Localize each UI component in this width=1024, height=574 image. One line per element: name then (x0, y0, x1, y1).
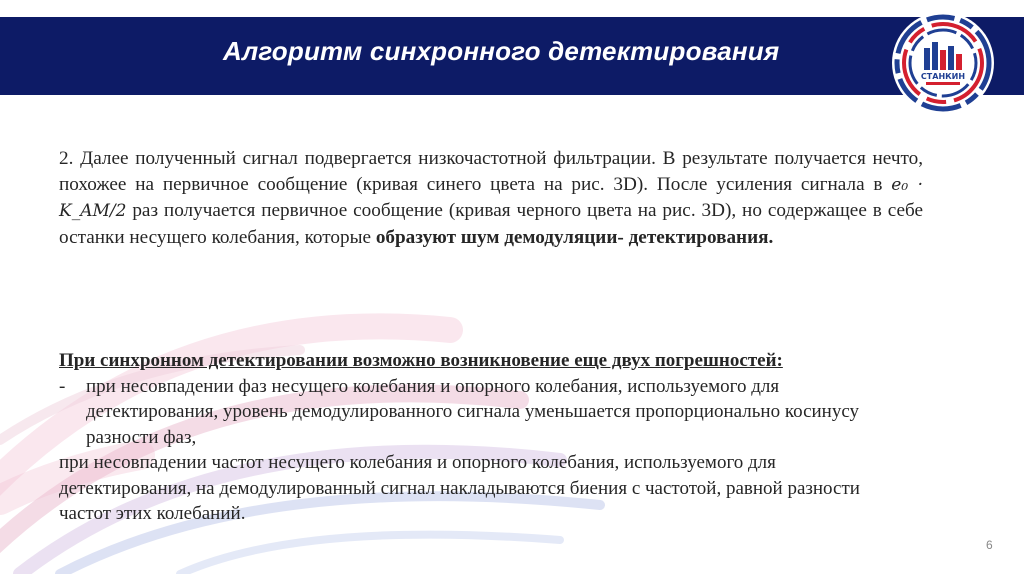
formula-gain: e₀ · K_AM/2 (59, 174, 923, 221)
paragraph1-bold-text: образуют шум демодуляции- детектирования. (375, 226, 774, 248)
errors-heading: При синхронном детектировании возможно возникновение еще двух погрешностей: (59, 350, 783, 371)
errors-section (59, 348, 889, 527)
bullet-dash: - (59, 375, 66, 397)
paragraph1-text-end: раз получается первичное сообщение (кривая черного цвета на рис. 3D), но содержащее в себе останки несущего колебания, которые (59, 200, 923, 248)
page-number: 6 (986, 538, 993, 552)
paragraph-low-pass-filtering (59, 146, 923, 250)
paragraph1-text-start: 2. Далее полученный сигнал подвергается низкочастотной фильтрации. В результате получается нечто, похожее на первичное сообщение (кривая синего цвета на рис. 3D). После усиления сигнала в (59, 148, 923, 195)
logo-text: СТАНКИН (920, 72, 966, 81)
slide-title: Алгоритм синхронного детектирования (223, 36, 780, 66)
bullet-phase-mismatch (59, 374, 889, 451)
bullet-phase-text: при несовпадении фаз несущего колебания и опорного колебания, используемого для детектирования, уровень демодулированного сигнала уменьшается пропорционально косинусу разности фаз, (86, 375, 860, 448)
stankin-logo (890, 10, 996, 116)
paragraph-frequency-mismatch: при несовпадении частот несущего колебания и опорного колебания, используемого для детектирования, на демодулированный сигнал накладываются биения с частотой, равной разности частот этих колебаний. (59, 452, 860, 524)
